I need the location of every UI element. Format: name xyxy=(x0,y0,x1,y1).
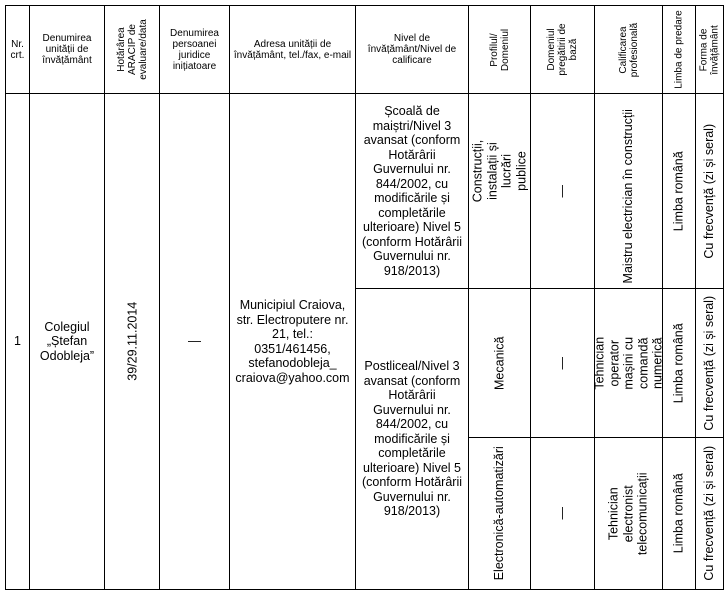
cell-profil-1: Construcții, instalații și lucrări publice xyxy=(469,94,531,289)
cell-forma-2: Cu frecvență (zi și seral) xyxy=(696,289,724,437)
cell-nivel-1: Școală de maiștri/Nivel 3 avansat (conform Hotărârii Guvernului nr. 844/2002, cu modificările și completările ulterioare) Nivel 5 (conform Hotărârii Guvernului nr. 918/2013) xyxy=(356,94,469,289)
cell-hotarare: 39/29.11.2014 xyxy=(105,94,160,590)
cell-limba-1: Limba română xyxy=(663,94,696,289)
cell-limba-2: Limba română xyxy=(663,289,696,437)
header-persoana: Denumirea persoanei juridice inițiatoare xyxy=(160,6,230,94)
cell-persoana: — xyxy=(160,94,230,590)
cell-nivel-2: Postliceal/Nivel 3 avansat (conform Hotărârii Guvernului nr. 844/2002, cu modificările și completările ulterioare) Nivel 5 (conform Hotărârii Guvernului nr. 918/2013) xyxy=(356,289,469,590)
cell-domeniu-2: — xyxy=(531,289,595,437)
header-profil: Profilul/ Domeniul xyxy=(469,6,531,94)
cell-denumire: Colegiul „Ștefan Odobleja” xyxy=(30,94,105,590)
header-calificare: Calificarea profesională xyxy=(595,6,663,94)
cell-calificare-3: Tehnician electronist telecomunicații xyxy=(595,437,663,589)
header-row xyxy=(6,6,724,94)
school-table xyxy=(5,5,724,590)
cell-domeniu-1: — xyxy=(531,94,595,289)
cell-forma-3: Cu frecvență (zi și seral) xyxy=(696,437,724,589)
header-denumire: Denumirea unității de învățământ xyxy=(30,6,105,94)
header-nr: Nr. crt. xyxy=(6,6,30,94)
header-hotarare: Hotărârea ARACIP de evaluare/data xyxy=(105,6,160,94)
table-row xyxy=(6,94,724,289)
header-forma: Forma de învățământ xyxy=(696,6,724,94)
cell-adresa: Municipiul Craiova, str. Electroputere nr. 21, tel.: 0351/461456, stefanodobleja_ craiova@yahoo.com xyxy=(230,94,356,590)
header-limba: Limba de predare xyxy=(663,6,696,94)
cell-domeniu-3: — xyxy=(531,437,595,589)
cell-nr: 1 xyxy=(6,94,30,590)
header-domeniu: Domeniul pregătirii de bază xyxy=(531,6,595,94)
cell-calificare-2: Tehnician operator mașini cu comandă numerică xyxy=(595,289,663,437)
header-adresa: Adresa unității de învățământ, tel./fax, e-mail xyxy=(230,6,356,94)
header-nivel: Nivel de învățământ/Nivel de calificare xyxy=(356,6,469,94)
cell-limba-3: Limba română xyxy=(663,437,696,589)
cell-profil-3: Electronică-automatizări xyxy=(469,437,531,589)
cell-forma-1: Cu frecvență (zi și seral) xyxy=(696,94,724,289)
cell-calificare-1: Maistru electrician în construcții xyxy=(595,94,663,289)
cell-profil-2: Mecanică xyxy=(469,289,531,437)
